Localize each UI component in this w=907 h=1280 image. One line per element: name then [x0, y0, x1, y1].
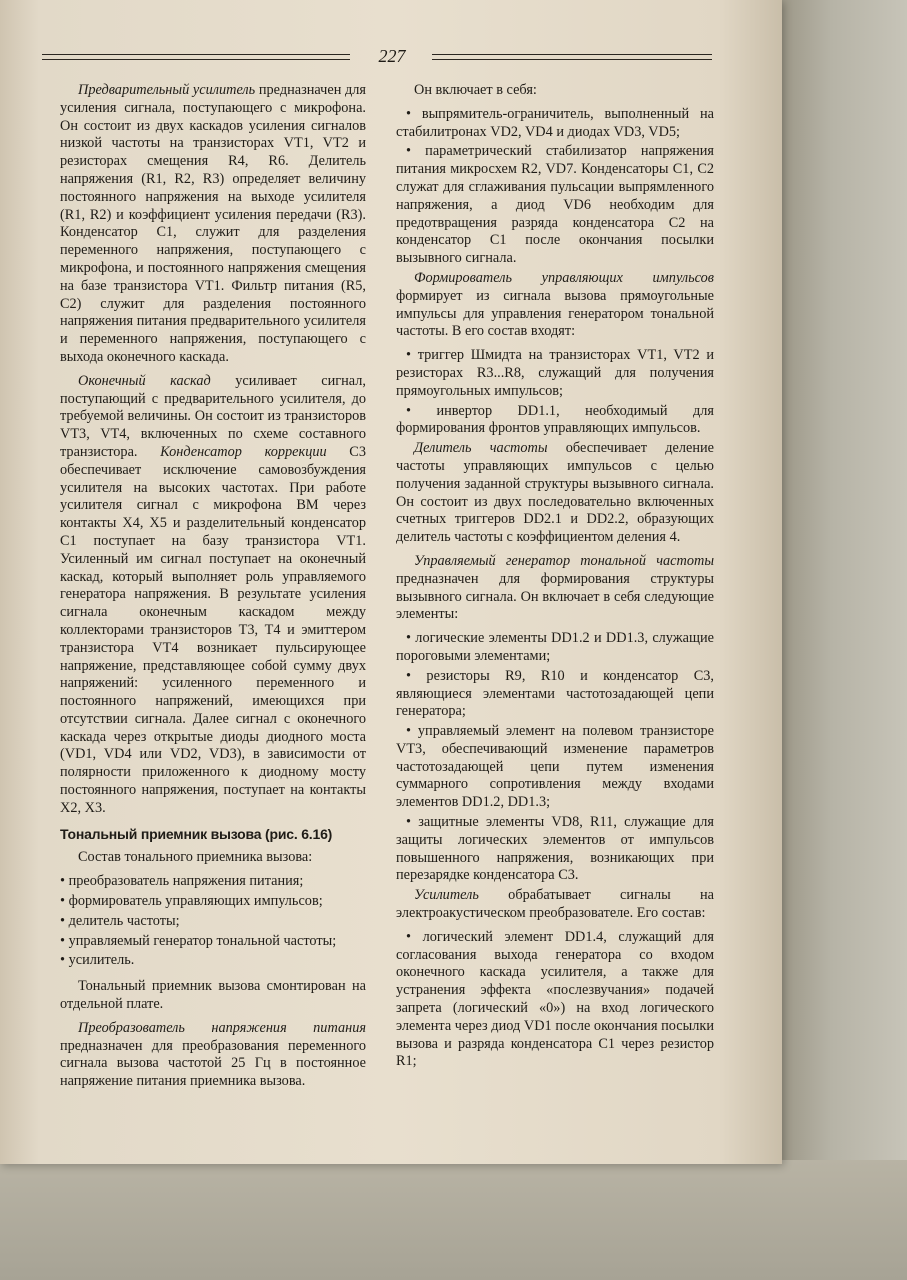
bullet-protective-elements: • защитные элементы VD8, R11, служащие для защиты логических элементов от импульсов повышенного напряжения, возникающих при перезарядке конденсатора С3. — [396, 814, 714, 884]
paragraph-includes: Он включает в себя: — [414, 82, 537, 98]
list-item: • преобразователь напряжения питания; — [60, 873, 366, 891]
paragraph-generator — [396, 553, 714, 624]
term-divider: Делитель частоты — [414, 440, 548, 457]
left-column — [60, 82, 366, 1097]
term-output-stage: Оконечный каскад — [78, 372, 211, 389]
list-item: • усилитель. — [60, 952, 366, 970]
right-column — [396, 82, 714, 1073]
bullet-logic-elements: • логические элементы DD1.2 и DD1.3, служащие пороговыми элементами; — [396, 630, 714, 664]
term-power-converter: Преобразователь напряжения питания — [78, 1019, 366, 1036]
page-header — [42, 46, 712, 66]
bullet-schmitt-trigger: • триггер Шмидта на транзисторах VT1, VT2 и резисторах R3...R8, служащий для получения прямоугольных импульсов; — [396, 347, 714, 399]
bullet-inverter: • инвертор DD1.1, необходимый для формирования фронтов управляющих импульсов. — [396, 402, 714, 437]
text-power-converter: предназначен для преобразования переменного сигнала вызова частотой 25 Гц в постоянное напряжение питания приемника вызова. — [60, 1037, 366, 1090]
list-item: • формирователь управляющих импульсов; — [60, 893, 366, 911]
term-correction-capacitor: Конденсатор коррекции — [160, 443, 327, 460]
paragraph-power-converter — [60, 1020, 366, 1091]
paragraph-output-stage — [60, 373, 366, 818]
composition-intro: Состав тонального приемника вызова: — [78, 849, 313, 866]
paragraph-amplifier — [396, 887, 714, 923]
bullet-stabilizer: • параметрический стабилизатор напряжения питания микросхем R2, VD7. Конденсаторы С1, С2 служат для сглаживания пульсации выпрямленного напряжения, а диод VD6 необходим для предотвращения разряда конденсатора С2 на конденсатор С1 после окончания посылки вызывного сигнала. — [396, 143, 714, 267]
text-amplifier: обрабатывает сигналы на электроакустическом преобразователе. Его состав: — [396, 887, 714, 922]
term-preamp: Предварительный усилитель — [78, 82, 256, 98]
page-number: 227 — [378, 46, 406, 66]
paragraph-preamp — [60, 82, 366, 367]
scan-background-bottom — [0, 1160, 907, 1280]
bullet-resistors: • резисторы R9, R10 и конденсатор С3, являющиеся элементами частотозадающей цепи генератора; — [396, 667, 714, 720]
term-amplifier: Усилитель — [414, 887, 479, 904]
text-output-stage-a: усиливает сигнал, поступающий с предварительного усилителя, до требуемой величины. Он состоит из транзисторов VT3, VT4, включенных по схеме составного транзистора. — [60, 372, 366, 460]
paragraph-mounting: Тональный приемник вызова смонтирован на отдельной плате. — [60, 978, 366, 1013]
paragraph-divider — [396, 440, 714, 547]
header-rule-left — [42, 54, 350, 60]
text-pulse-former: формирует из сигнала вызова прямоугольные импульсы для управления генератором тональной частоты. В его состав входят: — [396, 287, 714, 340]
text-preamp: предназначен для усиления сигнала, поступающего с микрофона. Он состоит из двух каскадов усиления сигналов низкой частоты на транзисторах VT1, VT2 и резисторах смещения R4, R6. Делитель напряжения (R1, R2, R3) определяет величину постоянного напряжения на выходе усилителя (R1, R2) и коэффициент усиления передачи (R3). Конденсатор С1, служит для разделения переменного напряжения, поступающего с микрофона, и постоянного напряжения смещения на базе транзистора VT1. Фильтр питания (R5, С2) служит для разделения постоянного напряжения питания предварительного усилителя и переменного напряжения, поступающего с выхода оконечного каскада. — [60, 82, 367, 365]
list-item: • делитель частоты; — [60, 913, 366, 931]
bullet-logic-dd14: • логический элемент DD1.4, служащий для согласования выхода генератора со входом оконечного каскада усилителя, а также для устранения эффекта «послезвучания» подачей запрета (логический «0») на вход логического элемента через диод VD1 после окончания посылки вызова и разряда конденсатора С1 через резистор R1; — [396, 928, 714, 1070]
term-pulse-former: Формирователь управляющих импульсов — [414, 269, 714, 286]
bullet-controlled-element: • управляемый элемент на полевом транзисторе VT3, обеспечивающий изменение параметров частотозадающей цепи путем изменения суммарного сопротивления между входами элементов DD1.2, DD1.3; — [396, 723, 714, 811]
scan-background-right — [780, 0, 907, 1280]
header-rule-right — [432, 54, 712, 60]
bullet-rectifier: • выпрямитель-ограничитель, выполненный на стабилитронах VD2, VD4 и диодах VD3, VD5; — [396, 105, 714, 140]
text-output-stage-b: С3 обеспечивает исключение самовозбуждения усилителя на высоких частотах. При работе усилителя сигнал с микрофона ВМ через контакты Х4, Х5 и разделительный конденсатор С1 поступает на базу транзистора VT1. Усиленный им сигнал поступает на оконечный каскад, который выполняет роль управляемого генератора напряжения. В результате усиления сигнала оконечным каскадом между коллекторами транзисторов Т3, Т4 и эмиттером транзистора VT4 возникает пульсирующее напряжение, представляющее собой сумму двух напряжений: усиленного переменного и постоянного напряжений, имеющихся при отсутствии сигнала. Далее сигнал с оконечного каскада через открытые диоды диодного моста (VD1, VD4 или VD2, VD3), в зависимости от полярности приложенного к диодному мосту постоянного напряжения, поступает на контакты Х2, Х3. — [60, 443, 366, 816]
term-generator: Управляемый генератор тональной частоты — [414, 552, 714, 569]
composition-list — [60, 873, 366, 970]
list-item: • управляемый генератор тональной частоты; — [60, 933, 366, 951]
section-heading: Тональный приемник вызова (рис. 6.16) — [60, 825, 333, 842]
paragraph-pulse-former — [396, 270, 714, 341]
text-divider: обеспечивает деление частоты управляющих импульсов с целью получения заданной структуры вызывного сигнала. Он состоит из двух последовательно включенных счетных триггеров DD2.1 и DD2.2, образующих делитель частоты с коэффициентом деления 4. — [396, 440, 714, 546]
text-generator: предназначен для формирования структуры вызывного сигнала. Он включает в себя следующие элементы: — [396, 570, 714, 623]
